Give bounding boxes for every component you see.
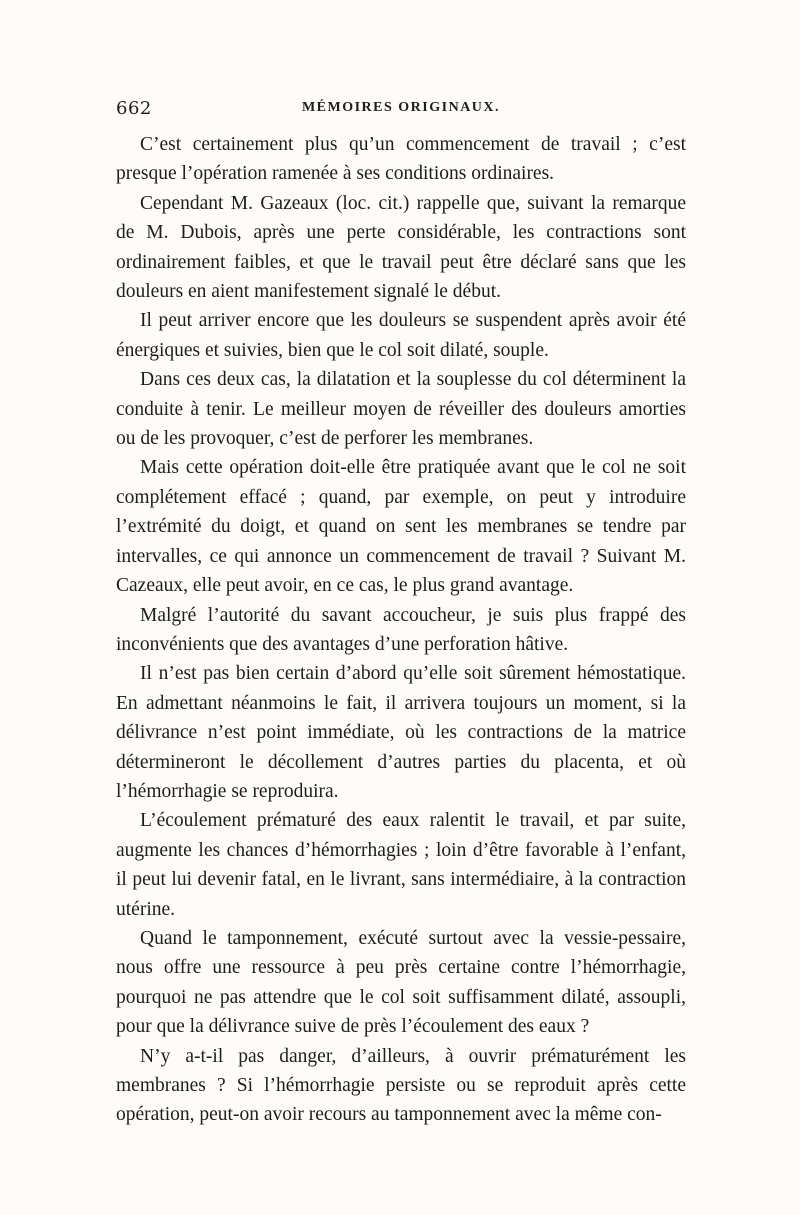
page-number: 662	[116, 98, 152, 119]
paragraph-10: N’y a-t-il pas danger, d’ailleurs, à ouvrir prématurément les membranes ? Si l’hémorrhagie persiste ou se reproduit après cette opération, peut-on avoir recours au tamponnement avec la même con-	[116, 1045, 686, 1126]
paragraph-6: Malgré l’autorité du savant accoucheur, je suis plus frappé des inconvénients que des avantages d’une perforation hâtive.	[116, 604, 686, 655]
paragraph-7: Il n’est pas bien certain d’abord qu’elle soit sûrement hémostatique. En admettant néanmoins le fait, il arrivera toujours un moment, si la délivrance n’est point immédiate, où les contractions de la matrice détermineront le décollement d’autres parties du placenta, et où l’hémorrhagie se reproduira.	[116, 663, 686, 802]
paragraph-5: Mais cette opération doit-elle être pratiquée avant que le col ne soit complétement effacé ; quand, par exemple, on peut y introduire l’extrémité du doigt, et quand on sent les membranes se tendre par intervalles, ce qui annonce un commencement de travail ? Suivant M. Cazeaux, elle peut avoir, en ce cas, le plus grand avantage.	[116, 457, 686, 597]
page-body	[116, 130, 686, 1130]
paragraph-3: Il peut arriver encore que les douleurs se suspendent après avoir été énergiques et suivies, bien que le col soit dilaté, souple.	[116, 310, 686, 361]
paragraph-4: Dans ces deux cas, la dilatation et la souplesse du col déterminent la conduite à tenir. Le meilleur moyen de réveiller des douleurs amorties ou de les provoquer, c’est de perforer les membranes.	[116, 369, 686, 450]
paragraph-9: Quand le tamponnement, exécuté surtout avec la vessie-pessaire, nous offre une ressource à peu près certaine contre l’hémorrhagie, pourquoi ne pas attendre que le col soit suffisamment dilaté, assoupli, pour que la délivrance suive de près l’écoulement des eaux ?	[116, 927, 686, 1038]
paragraph-2: Cependant M. Gazeaux (loc. cit.) rappelle que, suivant la remarque de M. Dubois, après une perte considérable, les contractions sont ordinairement faibles, et que le travail peut être déclaré sans que les douleurs en aient manifestement signalé le début.	[116, 192, 686, 303]
running-head: MÉMOIRES ORIGINAUX.	[301, 100, 501, 115]
paragraph-1: C’est certainement plus qu’un commencement de travail ; c’est presque l’opération ramenée à ses conditions ordinaires.	[116, 134, 686, 185]
page-header	[116, 98, 686, 130]
paragraph-8: L’écoulement prématuré des eaux ralentit le travail, et par suite, augmente les chances d’hémorrhagies ; loin d’être favorable à l’enfant, il peut lui devenir fatal, en le livrant, sans intermédiaire, à la contraction utérine.	[116, 810, 686, 920]
book-page	[116, 98, 686, 1130]
